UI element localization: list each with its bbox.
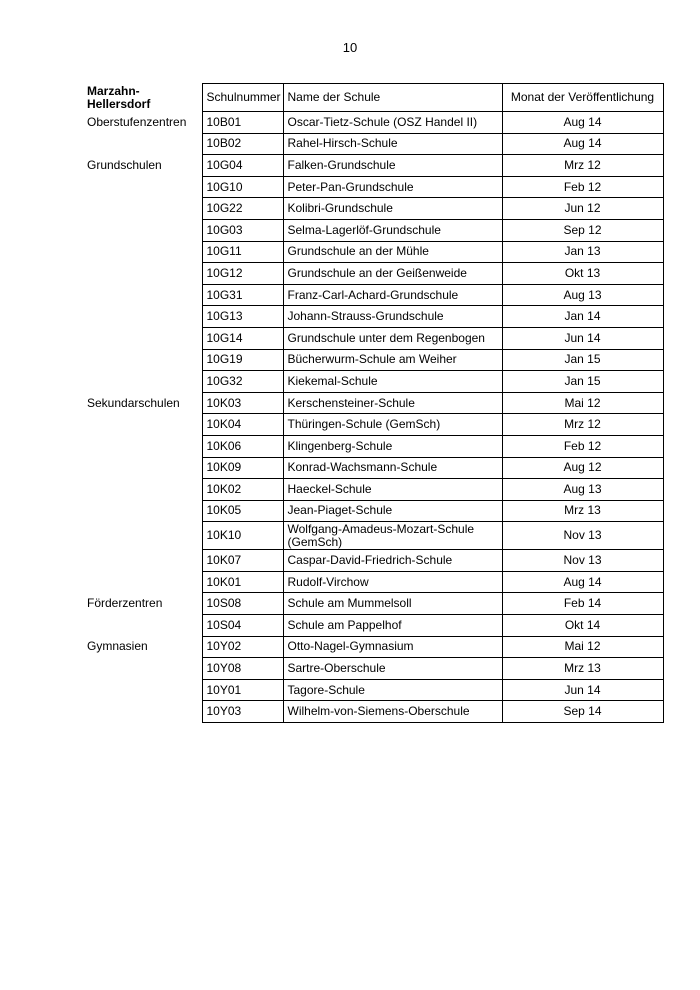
publication-month-cell: Jan 14 bbox=[502, 306, 663, 328]
school-name-cell: Franz-Carl-Achard-Grundschule bbox=[283, 284, 502, 306]
category-cell bbox=[84, 241, 202, 263]
table-row bbox=[84, 392, 663, 414]
publication-month-cell: Aug 14 bbox=[502, 133, 663, 155]
category-cell bbox=[84, 133, 202, 155]
table-row bbox=[84, 479, 663, 501]
school-code-cell: 10G10 bbox=[202, 176, 283, 198]
category-cell bbox=[84, 263, 202, 285]
school-code-cell: 10B01 bbox=[202, 112, 283, 134]
publication-month-cell: Aug 14 bbox=[502, 112, 663, 134]
table-row bbox=[84, 550, 663, 572]
publication-month-cell: Mrz 13 bbox=[502, 500, 663, 522]
table-row bbox=[84, 522, 663, 550]
school-name-cell: Sartre-Oberschule bbox=[283, 658, 502, 680]
publication-month-cell: Jan 15 bbox=[502, 349, 663, 371]
school-code-cell: 10G12 bbox=[202, 263, 283, 285]
school-name-cell: Otto-Nagel-Gymnasium bbox=[283, 636, 502, 658]
school-name-cell: Grundschule an der Geißenweide bbox=[283, 263, 502, 285]
publication-month-cell: Jan 13 bbox=[502, 241, 663, 263]
table-row bbox=[84, 349, 663, 371]
table-row bbox=[84, 701, 663, 723]
publication-month-cell: Okt 13 bbox=[502, 263, 663, 285]
school-code-cell: 10G31 bbox=[202, 284, 283, 306]
school-name-cell: Caspar-David-Friedrich-Schule bbox=[283, 550, 502, 572]
category-cell bbox=[84, 479, 202, 501]
school-code-cell: 10Y02 bbox=[202, 636, 283, 658]
category-cell: Förderzentren bbox=[87, 596, 163, 611]
school-code-cell: 10G11 bbox=[202, 241, 283, 263]
school-name-cell: Grundschule unter dem Regenbogen bbox=[283, 327, 502, 349]
publication-month-cell: Jun 14 bbox=[502, 679, 663, 701]
table-row bbox=[84, 679, 663, 701]
table-row bbox=[84, 327, 663, 349]
school-code-cell: 10B02 bbox=[202, 133, 283, 155]
category-cell bbox=[84, 550, 202, 572]
table-row bbox=[84, 284, 663, 306]
category-cell bbox=[84, 327, 202, 349]
category-cell bbox=[84, 219, 202, 241]
category-cell bbox=[84, 435, 202, 457]
school-code-cell: 10Y03 bbox=[202, 701, 283, 723]
publication-month-cell: Mrz 12 bbox=[502, 155, 663, 177]
publication-month-cell: Jun 12 bbox=[502, 198, 663, 220]
school-name-cell: Selma-Lagerlöf-Grundschule bbox=[283, 219, 502, 241]
table-row bbox=[84, 658, 663, 680]
publication-month-cell: Nov 13 bbox=[502, 550, 663, 572]
school-code-cell: 10G14 bbox=[202, 327, 283, 349]
category-cell bbox=[84, 176, 202, 198]
publication-month-cell: Aug 13 bbox=[502, 479, 663, 501]
table-row bbox=[84, 500, 663, 522]
header-name: Name der Schule bbox=[283, 84, 502, 112]
category-cell bbox=[84, 679, 202, 701]
publication-month-cell: Sep 12 bbox=[502, 219, 663, 241]
table-row bbox=[84, 435, 663, 457]
publication-month-cell: Nov 13 bbox=[502, 522, 663, 550]
school-code-cell: 10K03 bbox=[202, 392, 283, 414]
category-cell bbox=[84, 349, 202, 371]
school-code-cell: 10G19 bbox=[202, 349, 283, 371]
school-code-cell: 10G13 bbox=[202, 306, 283, 328]
table-row bbox=[84, 263, 663, 285]
category-cell bbox=[84, 306, 202, 328]
table-body bbox=[84, 84, 663, 723]
school-name-cell: Rudolf-Virchow bbox=[283, 571, 502, 593]
school-name-cell: Wilhelm-von-Siemens-Oberschule bbox=[283, 701, 502, 723]
school-code-cell: 10K06 bbox=[202, 435, 283, 457]
table-row bbox=[84, 155, 663, 177]
school-name-cell: Kolibri-Grundschule bbox=[283, 198, 502, 220]
table-row bbox=[84, 571, 663, 593]
category-cell: Sekundarschulen bbox=[87, 395, 180, 410]
school-name-cell: Oscar-Tietz-Schule (OSZ Handel II) bbox=[283, 112, 502, 134]
school-code-cell: 10K02 bbox=[202, 479, 283, 501]
category-cell: Grundschulen bbox=[87, 157, 162, 172]
school-code-cell: 10Y08 bbox=[202, 658, 283, 680]
school-name-cell: Wolfgang-Amadeus-Mozart-Schule (GemSch) bbox=[283, 522, 502, 550]
publication-month-cell: Jun 14 bbox=[502, 327, 663, 349]
school-code-cell: 10G22 bbox=[202, 198, 283, 220]
table-row bbox=[84, 198, 663, 220]
school-name-cell: Tagore-Schule bbox=[283, 679, 502, 701]
publication-month-cell: Aug 12 bbox=[502, 457, 663, 479]
category-cell bbox=[84, 658, 202, 680]
table-row bbox=[84, 176, 663, 198]
school-code-cell: 10K04 bbox=[202, 414, 283, 436]
school-code-cell: 10G04 bbox=[202, 155, 283, 177]
school-code-cell: 10S04 bbox=[202, 615, 283, 637]
school-name-cell: Grundschule an der Mühle bbox=[283, 241, 502, 263]
table-row bbox=[84, 457, 663, 479]
category-cell: Gymnasien bbox=[87, 639, 148, 654]
table-header-row bbox=[84, 84, 663, 112]
category-cell bbox=[84, 701, 202, 723]
school-code-cell: 10K07 bbox=[202, 550, 283, 572]
school-name-cell: Schule am Mummelsoll bbox=[283, 593, 502, 615]
category-cell bbox=[84, 615, 202, 637]
school-name-cell: Thüringen-Schule (GemSch) bbox=[283, 414, 502, 436]
publication-month-cell: Feb 14 bbox=[502, 593, 663, 615]
publication-month-cell: Aug 14 bbox=[502, 571, 663, 593]
category-cell bbox=[84, 571, 202, 593]
district-line-2: Hellersdorf bbox=[87, 96, 151, 111]
category-cell bbox=[84, 500, 202, 522]
school-name-cell: Rahel-Hirsch-Schule bbox=[283, 133, 502, 155]
publication-month-cell: Feb 12 bbox=[502, 176, 663, 198]
schools-table bbox=[84, 83, 664, 723]
school-name-cell: Kerschensteiner-Schule bbox=[283, 392, 502, 414]
school-code-cell: 10K09 bbox=[202, 457, 283, 479]
school-name-cell: Schule am Pappelhof bbox=[283, 615, 502, 637]
school-name-cell: Peter-Pan-Grundschule bbox=[283, 176, 502, 198]
district-line-1: Marzahn- bbox=[87, 83, 140, 98]
school-code-cell: 10K10 bbox=[202, 522, 283, 550]
category-cell: Oberstufenzentren bbox=[87, 114, 187, 129]
publication-month-cell: Mai 12 bbox=[502, 636, 663, 658]
school-name-cell: Kiekemal-Schule bbox=[283, 371, 502, 393]
table-row bbox=[84, 593, 663, 615]
table-row bbox=[84, 414, 663, 436]
header-month: Monat der Veröffentlichung bbox=[502, 84, 663, 112]
publication-month-cell: Okt 14 bbox=[502, 615, 663, 637]
category-cell bbox=[84, 522, 202, 550]
school-name-cell: Haeckel-Schule bbox=[283, 479, 502, 501]
category-cell bbox=[84, 284, 202, 306]
school-code-cell: 10K01 bbox=[202, 571, 283, 593]
page-number: 10 bbox=[342, 40, 358, 55]
table-row bbox=[84, 636, 663, 658]
district-title bbox=[84, 84, 202, 112]
publication-month-cell: Mrz 12 bbox=[502, 414, 663, 436]
school-code-cell: 10G03 bbox=[202, 219, 283, 241]
header-code: Schulnummer bbox=[202, 84, 283, 112]
table-row bbox=[84, 371, 663, 393]
school-name-cell: Jean-Piaget-Schule bbox=[283, 500, 502, 522]
school-code-cell: 10K05 bbox=[202, 500, 283, 522]
school-code-cell: 10Y01 bbox=[202, 679, 283, 701]
school-name-cell: Falken-Grundschule bbox=[283, 155, 502, 177]
category-cell bbox=[84, 414, 202, 436]
school-name-cell: Johann-Strauss-Grundschule bbox=[283, 306, 502, 328]
publication-month-cell: Mai 12 bbox=[502, 392, 663, 414]
school-code-cell: 10G32 bbox=[202, 371, 283, 393]
publication-month-cell: Aug 13 bbox=[502, 284, 663, 306]
publication-month-cell: Feb 12 bbox=[502, 435, 663, 457]
school-code-cell: 10S08 bbox=[202, 593, 283, 615]
school-name-cell: Konrad-Wachsmann-Schule bbox=[283, 457, 502, 479]
table-row bbox=[84, 615, 663, 637]
table-row bbox=[84, 306, 663, 328]
school-name-cell: Klingenberg-Schule bbox=[283, 435, 502, 457]
table-row bbox=[84, 219, 663, 241]
table-row bbox=[84, 241, 663, 263]
publication-month-cell: Jan 15 bbox=[502, 371, 663, 393]
publication-month-cell: Mrz 13 bbox=[502, 658, 663, 680]
category-cell bbox=[84, 457, 202, 479]
category-cell bbox=[84, 198, 202, 220]
category-cell bbox=[84, 371, 202, 393]
publication-month-cell: Sep 14 bbox=[502, 701, 663, 723]
table-row bbox=[84, 112, 663, 134]
school-name-cell: Bücherwurm-Schule am Weiher bbox=[283, 349, 502, 371]
table-row bbox=[84, 133, 663, 155]
